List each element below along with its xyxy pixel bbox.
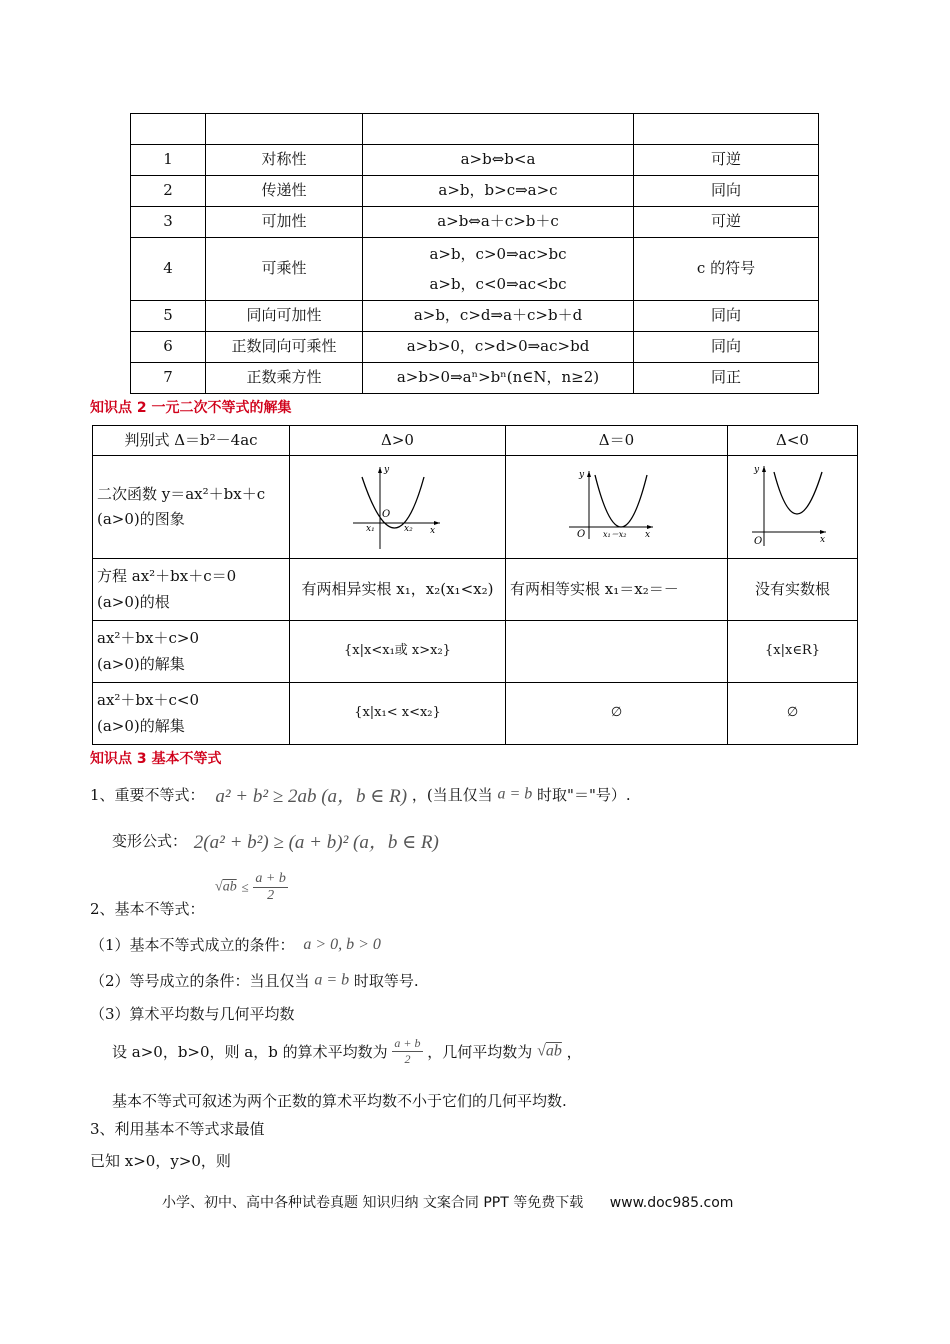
table-header-row bbox=[93, 426, 858, 456]
mean-text: 设 a>0，b>0，则 a，b 的算术平均数为 bbox=[112, 1043, 388, 1061]
property-formula: a>b⇔b<a bbox=[363, 145, 634, 176]
property-note: 可逆 bbox=[634, 145, 819, 176]
property-name: 可乘性 bbox=[206, 238, 363, 301]
fraction bbox=[253, 871, 287, 904]
property-note: 同向 bbox=[634, 176, 819, 207]
line-label: 变形公式： bbox=[112, 832, 188, 850]
condition-3-line: （3）算术平均数与几何平均数 bbox=[90, 1005, 295, 1023]
sqrt-radicand: ab bbox=[545, 1042, 562, 1060]
property-name: 可加性 bbox=[206, 207, 363, 238]
y-axis-label: y bbox=[578, 470, 584, 480]
header-cell bbox=[206, 114, 363, 145]
important-inequality-line bbox=[90, 781, 631, 808]
row-label-line: (a>0)的解集 bbox=[97, 716, 185, 735]
parabola-two-roots-graph bbox=[348, 461, 448, 553]
equality-condition-formula: a = b bbox=[497, 785, 533, 803]
row-label-line: ax²＋bx＋c>0 bbox=[97, 629, 199, 647]
given-condition-text: 已知 x>0，y>0，则 bbox=[90, 1152, 231, 1170]
condition-2-line bbox=[90, 970, 419, 991]
footer-link[interactable]: www.doc985.com bbox=[609, 1195, 734, 1211]
footer-text: 小学、初中、高中各种试卷真题 知识归纳 文案合同 PPT 等免费下载 bbox=[162, 1195, 584, 1211]
property-note: 同正 bbox=[634, 363, 819, 394]
table-header-row bbox=[131, 114, 819, 145]
fraction-denominator: 2 bbox=[404, 1052, 411, 1066]
condition-1-label: （1）基本不等式成立的条件： bbox=[90, 936, 295, 954]
row-label-line: ax²＋bx＋c<0 bbox=[97, 691, 199, 709]
row-label-line: (a>0)的图象 bbox=[97, 510, 185, 528]
variant-formula-line bbox=[112, 827, 439, 854]
y-axis-label: y bbox=[383, 465, 389, 475]
origin-label: O bbox=[381, 509, 390, 520]
row-number: 3 bbox=[131, 207, 206, 238]
table-row bbox=[131, 238, 819, 301]
solution-cell: {x|x₁< x<x₂} bbox=[290, 683, 506, 745]
inequality-properties-table bbox=[130, 113, 819, 394]
row-label bbox=[93, 456, 290, 559]
row-number: 2 bbox=[131, 176, 206, 207]
root-cell: 没有实数根 bbox=[728, 559, 858, 621]
fraction-denominator: 2 bbox=[267, 888, 275, 903]
header-cell: Δ>0 bbox=[290, 426, 506, 456]
sqrt-radicand: ab bbox=[222, 879, 237, 895]
quadratic-inequality-table bbox=[92, 425, 858, 745]
mean-text: ， bbox=[566, 1043, 582, 1061]
x1-label: x₁ bbox=[365, 524, 375, 534]
header-cell bbox=[131, 114, 206, 145]
row-label-line: (a>0)的根 bbox=[97, 592, 170, 611]
table-row bbox=[131, 145, 819, 176]
row-label bbox=[93, 683, 290, 745]
condition-text: 时取"＝"号）. bbox=[537, 786, 631, 804]
table-row bbox=[93, 456, 858, 559]
row-label bbox=[93, 621, 290, 683]
row-number: 5 bbox=[131, 301, 206, 332]
row-label-line: 二次函数 y＝ax²＋bx＋c bbox=[97, 484, 266, 503]
solution-cell: {x|x<x₁或 x>x₂} bbox=[290, 621, 506, 683]
extreme-value-heading: 3、利用基本不等式求最值 bbox=[90, 1120, 265, 1138]
table-row bbox=[131, 176, 819, 207]
property-formula: a>b，c>d⇒a＋c>b＋d bbox=[363, 301, 634, 332]
x2-label: x₂ bbox=[403, 524, 413, 534]
root-cell: 有两相异实根 x₁，x₂(x₁<x₂) bbox=[290, 559, 506, 621]
graph-cell bbox=[290, 456, 506, 559]
row-label-line: (a>0)的解集 bbox=[97, 654, 185, 673]
property-name: 传递性 bbox=[206, 176, 363, 207]
solution-cell: ∅ bbox=[506, 683, 728, 745]
arithmetic-mean-fraction bbox=[392, 1036, 422, 1067]
x-axis-label: x bbox=[644, 530, 650, 540]
row-label-line: 方程 ax²＋bx＋c＝0 bbox=[97, 567, 237, 585]
property-formula: a>b>0⇒aⁿ>bⁿ(n∈N，n≥2) bbox=[363, 363, 634, 394]
property-formula: a>b⇔a＋c>b＋c bbox=[363, 207, 634, 238]
table-row bbox=[93, 559, 858, 621]
condition-2-tail: 时取等号. bbox=[353, 972, 419, 990]
condition-2-label: （2）等号成立的条件：当且仅当 bbox=[90, 972, 310, 990]
condition-1-line bbox=[90, 934, 381, 955]
basic-inequality-label: 2、基本不等式： bbox=[90, 900, 205, 918]
mean-text: ，几何平均数为 bbox=[427, 1043, 533, 1061]
footer bbox=[162, 1192, 733, 1212]
section-2-title: 知识点 2 一元二次不等式的解集 bbox=[90, 400, 292, 416]
sqrt-ab: √ab bbox=[215, 879, 237, 895]
origin-label: O bbox=[753, 536, 762, 547]
graph-cell bbox=[506, 456, 728, 559]
row-label bbox=[93, 559, 290, 621]
origin-label: O bbox=[576, 529, 585, 540]
header-cell: Δ<0 bbox=[728, 426, 858, 456]
property-formula: a>b，c<0⇒ac<bc bbox=[429, 275, 567, 293]
important-inequality-formula: a² + b² ≥ 2ab (a，b ∈ R) bbox=[215, 786, 408, 807]
row-number: 6 bbox=[131, 332, 206, 363]
header-cell bbox=[634, 114, 819, 145]
property-note: 同向 bbox=[634, 332, 819, 363]
parabola-one-root-graph bbox=[567, 467, 667, 547]
property-name: 正数乘方性 bbox=[206, 363, 363, 394]
table-row bbox=[131, 363, 819, 394]
property-name: 正数同向可乘性 bbox=[206, 332, 363, 363]
row-number: 1 bbox=[131, 145, 206, 176]
header-cell: 判别式 Δ＝b²－4ac bbox=[93, 426, 290, 456]
solution-cell: ∅ bbox=[728, 683, 858, 745]
row-number: 4 bbox=[131, 238, 206, 301]
property-note: c 的符号 bbox=[634, 238, 819, 301]
fraction-numerator: a + b bbox=[255, 871, 286, 886]
line-label: 1、重要不等式： bbox=[90, 786, 205, 804]
x-axis-label: x bbox=[819, 535, 825, 545]
header-cell: Δ＝0 bbox=[506, 426, 728, 456]
basic-inequality-formula bbox=[215, 871, 288, 904]
geometric-mean-sqrt: √ab bbox=[537, 1042, 562, 1060]
row-number: 7 bbox=[131, 363, 206, 394]
property-formula-cell bbox=[363, 238, 634, 301]
table-row bbox=[93, 683, 858, 745]
mean-definition-line bbox=[112, 1036, 582, 1067]
property-name: 同向可加性 bbox=[206, 301, 363, 332]
header-cell bbox=[363, 114, 634, 145]
property-note: 可逆 bbox=[634, 207, 819, 238]
property-name: 对称性 bbox=[206, 145, 363, 176]
x12-label: x₁＝x₂ bbox=[602, 530, 626, 539]
solution-cell: {x|x∈R} bbox=[728, 621, 858, 683]
fraction-numerator: a + b bbox=[394, 1036, 421, 1050]
table-row bbox=[131, 301, 819, 332]
y-axis-label: y bbox=[753, 465, 759, 475]
x-axis-label: x bbox=[429, 526, 435, 536]
section-3-title: 知识点 3 基本不等式 bbox=[90, 751, 222, 767]
property-note: 同向 bbox=[634, 301, 819, 332]
property-formula: a>b>0，c>d>0⇒ac>bd bbox=[363, 332, 634, 363]
parabola-no-root-graph bbox=[750, 462, 836, 552]
property-formula: a>b，b>c⇒a>c bbox=[363, 176, 634, 207]
condition-text: ，(当且仅当 bbox=[411, 786, 493, 804]
property-formula: a>b，c>0⇒ac>bc bbox=[429, 245, 567, 263]
solution-cell bbox=[506, 621, 728, 683]
condition-2-formula: a = b bbox=[314, 971, 350, 989]
mean-statement: 基本不等式可叙述为两个正数的算术平均数不小于它们的几何平均数. bbox=[112, 1092, 567, 1110]
condition-1-formula: a > 0, b > 0 bbox=[303, 935, 381, 953]
root-cell: 有两相等实根 x₁＝x₂＝－ bbox=[506, 559, 728, 621]
table-row bbox=[93, 621, 858, 683]
graph-cell bbox=[728, 456, 858, 559]
le-sign: ≤ bbox=[241, 879, 249, 895]
table-row bbox=[131, 332, 819, 363]
table-row bbox=[131, 207, 819, 238]
variant-formula: 2(a² + b²) ≥ (a + b)² (a，b ∈ R) bbox=[193, 832, 439, 853]
